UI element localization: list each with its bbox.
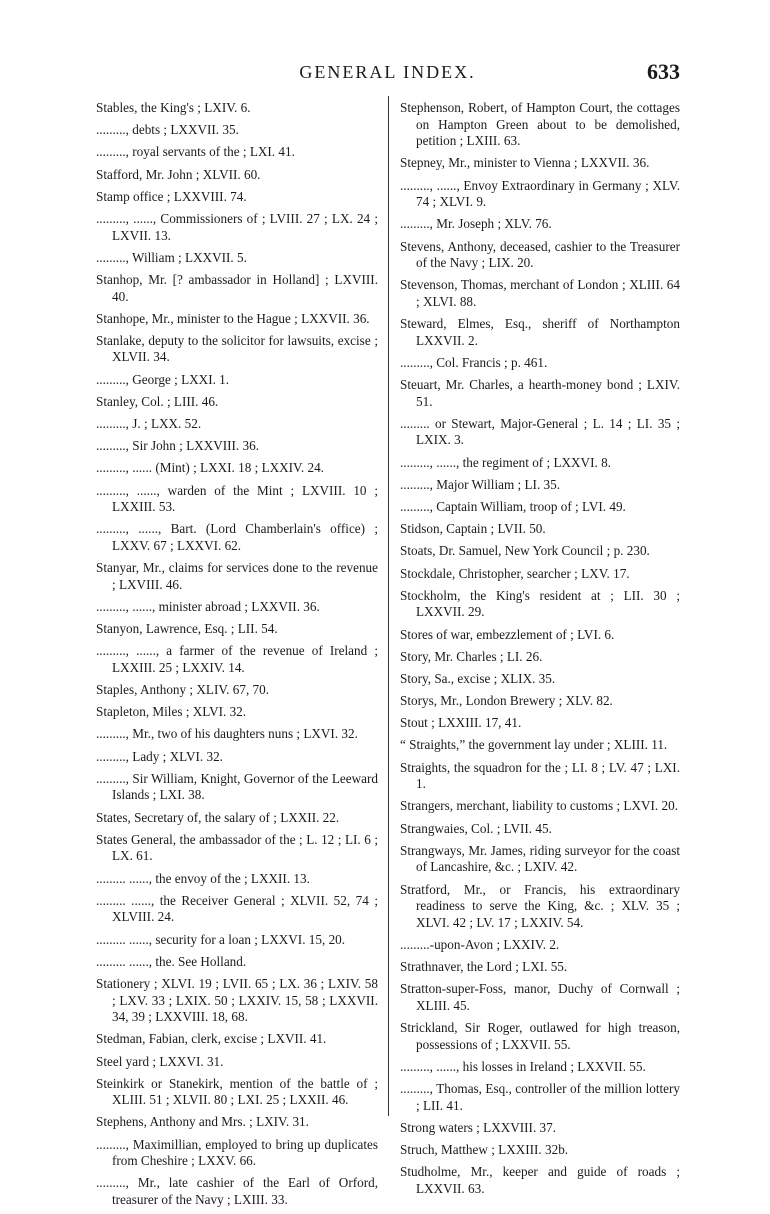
index-entry: Stratton-super-Foss, manor, Duchy of Cornwall ; XLIII. 45.	[400, 981, 680, 1013]
index-entry: Stanhope, Mr., minister to the Hague ; LXXVII. 36.	[96, 310, 370, 326]
index-entry: Stevenson, Thomas, merchant of London ; XLIII. 64 ; XLVI. 88.	[400, 277, 680, 309]
index-entry: ........., Major William ; LI. 35.	[400, 476, 561, 492]
index-entry: Steel yard ; LXXVI. 31.	[96, 1053, 224, 1069]
index-entry: ........., ......, a farmer of the revenue of Ireland ; LXXIII. 25 ; LXXIV. 14.	[96, 643, 378, 675]
index-entry: ........., Mr., late cashier of the Earl of Orford, treasurer of the Navy ; LXIII. 33.	[96, 1175, 378, 1208]
index-entry: Stanlake, deputy to the solicitor for lawsuits, excise ; XLVII. 34.	[96, 332, 378, 365]
index-entry: Stanhop, Mr. [? ambassador in Holland] ; LXVIII. 40.	[96, 271, 378, 304]
page-title: GENERAL INDEX.	[299, 62, 476, 82]
index-entry: Stidson, Captain ; LVII. 50.	[400, 521, 546, 537]
index-entry: Storys, Mr., London Brewery ; XLV. 82.	[400, 693, 613, 709]
index-entry: ......... ......, the. See Holland.	[96, 953, 247, 969]
index-entry: Stevens, Anthony, deceased, cashier to the Treasurer of the Navy ; LIX. 20.	[400, 238, 680, 271]
left-index-column	[96, 100, 378, 1214]
index-entry: ........., J. ; LXX. 52.	[96, 416, 202, 432]
index-entry: Strangers, merchant, liability to customs ; LXVI. 20.	[400, 798, 678, 814]
index-entry: Strangways, Mr. James, riding surveyor for the coast of Lancashire, &c. ; LXIV. 42.	[400, 842, 680, 875]
index-entry: ........., ......, his losses in Ireland ; LXXVII. 55.	[400, 1058, 646, 1074]
index-entry: Stephens, Anthony and Mrs. ; LXIV. 31.	[96, 1114, 309, 1130]
index-entry: Stapleton, Miles ; XLVI. 32.	[96, 704, 247, 720]
index-entry: Stores of war, embezzlement of ; LVI. 6.	[400, 626, 615, 642]
index-entry: States, Secretary of, the salary of ; LXXII. 22.	[96, 809, 340, 825]
column-divider	[388, 96, 389, 1116]
index-entry: ........., debts ; LXXVII. 35.	[96, 122, 239, 138]
index-entry: Stratford, Mr., or Francis, his extraordinary readiness to serve the King, &c. ; XLV. 35 ; XLVI. 42 ; LV. 17 ; LXXIV. 54.	[400, 881, 680, 930]
index-entry: ........., ......, Envoy Extraordinary in Germany ; XLV. 74 ; XLVI. 9.	[400, 177, 680, 210]
index-entry: Stanyon, Lawrence, Esq. ; LII. 54.	[96, 621, 278, 637]
index-entry: Story, Sa., excise ; XLIX. 35.	[400, 670, 556, 686]
index-entry: Strong waters ; LXXVIII. 37.	[400, 1119, 557, 1135]
index-entry: ......... ......, the Receiver General ; XLVII. 52, 74 ; XLVIII. 24.	[96, 892, 378, 925]
index-entry: ........., ......, warden of the Mint ; LXVIII. 10 ; LXXIII. 53.	[96, 482, 378, 515]
index-entry: ........., Lady ; XLVI. 32.	[96, 748, 223, 764]
index-entry: Stationery ; XLVI. 19 ; LVII. 65 ; LX. 36 ; LXIV. 58 ; LXV. 33 ; LXIX. 50 ; LXXIV. 15, 58 ; LXXVII. 34, 39 ; LXXVIII. 18, 68.	[96, 975, 378, 1025]
index-entry: Steinkirk or Stanekirk, mention of the battle of ; XLIII. 51 ; XLVII. 80 ; LXI. 25 ; LXXII. 46.	[96, 1075, 378, 1108]
index-entry: ........., Sir William, Knight, Governor of the Leeward Islands ; LXI. 38.	[96, 770, 378, 803]
index-entry: Stables, the King's ; LXIV. 6.	[96, 100, 251, 115]
index-entry: Struch, Matthew ; LXXIII. 32b.	[400, 1142, 569, 1158]
page-number: 633	[647, 59, 680, 84]
index-entry: ........., William ; LXXVII. 5.	[96, 249, 247, 265]
index-entry: ........., George ; LXXI. 1.	[96, 371, 230, 387]
page-header	[95, 59, 680, 86]
index-entry: Stockholm, the King's resident at ; LII. 30 ; LXXVII. 29.	[400, 587, 680, 620]
index-entry: “ Straights,” the government lay under ; XLIII. 11.	[400, 737, 668, 753]
index-entry: Stanyar, Mr., claims for services done to the revenue ; LXVIII. 46.	[96, 560, 378, 592]
index-entry: Stout ; LXXIII. 17, 41.	[400, 715, 522, 731]
index-entry: ......... or Stewart, Major-General ; L. 14 ; LI. 35 ; LXIX. 3.	[400, 415, 680, 448]
index-entry: ........., Maximillian, employed to bring up duplicates from Cheshire ; LXXV. 66.	[96, 1136, 378, 1169]
index-entry: ........., Sir John ; LXXVIII. 36.	[96, 438, 260, 454]
index-entry: Steuart, Mr. Charles, a hearth-money bond ; LXIV. 51.	[400, 377, 680, 409]
index-entry: ........., ......, Commissioners of ; LVIII. 27 ; LX. 24 ; LXVII. 13.	[96, 210, 378, 243]
index-entry: ........., Thomas, Esq., controller of the million lottery ; LII. 41.	[400, 1081, 680, 1113]
index-entry: ........., Captain William, troop of ; LVI. 49.	[400, 499, 626, 514]
index-entry: Steward, Elmes, Esq., sheriff of Northampton LXXVII. 2.	[400, 316, 680, 348]
index-entry: ........., ......, minister abroad ; LXXVII. 36.	[96, 598, 320, 614]
index-entry: Stafford, Mr. John ; XLVII. 60.	[96, 166, 261, 182]
index-entry: Stamp office ; LXXVIII. 74.	[96, 188, 247, 204]
index-entry: ........., Col. Francis ; p. 461.	[400, 354, 548, 370]
index-entry: Stedman, Fabian, clerk, excise ; LXVII. 41.	[96, 1031, 327, 1047]
index-entry: Stoats, Dr. Samuel, New York Council ; p. 230.	[400, 543, 650, 559]
index-entry: Studholme, Mr., keeper and guide of roads ; LXXVII. 63.	[400, 1164, 680, 1196]
index-entry: ........., Mr., two of his daughters nuns ; LXVI. 32.	[96, 726, 358, 742]
index-entry: Straights, the squadron for the ; LI. 8 ; LV. 47 ; LXI. 1.	[400, 759, 680, 792]
index-entry: Stanley, Col. ; LIII. 46.	[96, 393, 219, 409]
index-entry: Strathnaver, the Lord ; LXI. 55.	[400, 959, 568, 975]
index-entry: ........., Mr. Joseph ; XLV. 76.	[400, 216, 552, 232]
index-entry: Stepney, Mr., minister to Vienna ; LXXVII. 36.	[400, 155, 650, 171]
index-entry: Story, Mr. Charles ; LI. 26.	[400, 648, 543, 664]
right-index-column	[400, 100, 680, 1203]
index-entry: Stephenson, Robert, of Hampton Court, the cottages on Hampton Green about to be demolished, petition ; LXIII. 63.	[400, 100, 680, 149]
index-entry: Staples, Anthony ; XLIV. 67, 70.	[96, 682, 270, 698]
index-entry: ........., ......, the regiment of ; LXXVI. 8.	[400, 454, 611, 470]
index-entry: Stockdale, Christopher, searcher ; LXV. 17.	[400, 565, 630, 581]
index-entry: .........-upon-Avon ; LXXIV. 2.	[400, 936, 560, 952]
index-entry: Strangwaies, Col. ; LVII. 45.	[400, 820, 552, 836]
index-entry: ........., ...... (Mint) ; LXXI. 18 ; LXXIV. 24.	[96, 460, 324, 476]
index-entry: Strickland, Sir Roger, outlawed for high treason, possessions of ; LXXVII. 55.	[400, 1020, 680, 1052]
index-entry: States General, the ambassador of the ; L. 12 ; LI. 6 ; LX. 61.	[96, 831, 378, 864]
index-entry: ........., royal servants of the ; LXI. 41.	[96, 144, 295, 160]
index-entry: ........., ......, Bart. (Lord Chamberlain's office) ; LXXV. 67 ; LXXVI. 62.	[96, 521, 378, 553]
index-entry: ......... ......, security for a loan ; LXXVI. 15, 20.	[96, 931, 346, 947]
index-entry: ......... ......, the envoy of the ; LXXII. 13.	[96, 870, 310, 886]
